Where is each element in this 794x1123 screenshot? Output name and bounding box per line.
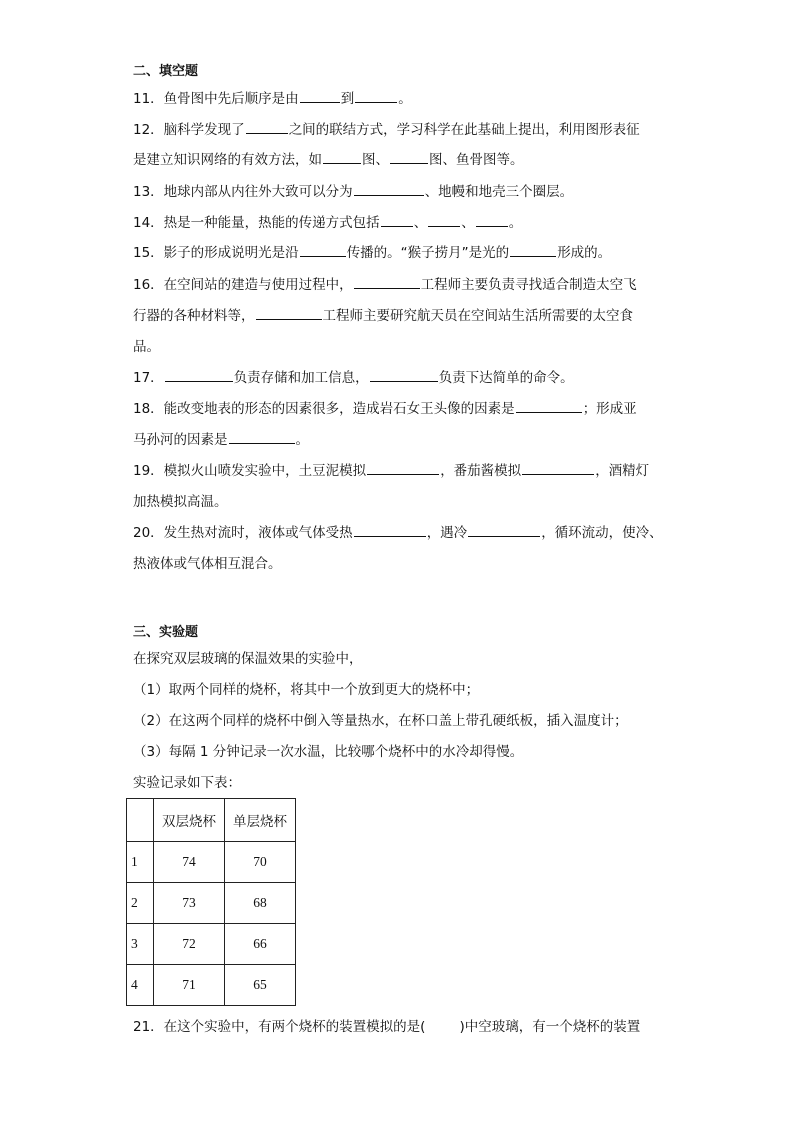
- question-16-line-3: [133, 337, 160, 357]
- q12-text-a: 12．脑科学发现了: [133, 122, 245, 138]
- question-16-line-2: [133, 306, 633, 326]
- q18-text-c: 马孙河的因素是: [133, 432, 228, 448]
- table-cell: 66: [225, 924, 296, 965]
- table-cell: 74: [154, 842, 225, 883]
- q19-text-d: 加热模拟高温。: [133, 494, 228, 510]
- q17-text-a: 17．: [133, 370, 164, 386]
- q17-text-b: 负责存储和加工信息，: [233, 370, 369, 386]
- table-header-cell: 双层烧杯: [154, 799, 225, 842]
- q16-text-c: 行器的各种材料等，: [133, 308, 255, 324]
- q16-text-e: 品。: [133, 339, 160, 355]
- answer-blank[interactable]: [354, 275, 420, 289]
- answer-blank[interactable]: [370, 368, 438, 382]
- question-20-line-1: [133, 523, 663, 543]
- answer-blank[interactable]: [354, 182, 424, 196]
- answer-blank[interactable]: [256, 306, 322, 320]
- question-16-line-1: [133, 275, 637, 295]
- question-19-line-1: [133, 461, 649, 481]
- q15-text-b: 传播的。“猴子捞月”是光的: [346, 245, 510, 261]
- answer-blank[interactable]: [468, 523, 540, 537]
- table-cell: 70: [225, 842, 296, 883]
- table-header-cell: [127, 799, 154, 842]
- answer-blank[interactable]: [428, 213, 460, 227]
- question-17: [133, 368, 574, 388]
- q12-text-d: 图、: [362, 152, 389, 168]
- q13-text-a: 13．地球内部从内往外大致可以分为: [133, 184, 353, 200]
- question-20-line-2: [133, 554, 282, 574]
- table-cell: 68: [225, 883, 296, 924]
- table-cell: 4: [127, 965, 154, 1006]
- question-12-line-1: [133, 120, 640, 140]
- q20-text-b: ，遇冷: [426, 525, 468, 541]
- table-cell: 72: [154, 924, 225, 965]
- table-cell: 3: [127, 924, 154, 965]
- q18-text-a: 18．能改变地表的形态的因素很多，造成岩石女王头像的因素是: [133, 401, 515, 417]
- q14-sep-2: 、: [461, 215, 475, 231]
- answer-blank[interactable]: [381, 213, 413, 227]
- table-row: [127, 924, 296, 965]
- q13-text-b: 、地幔和地壳三个圈层。: [424, 184, 574, 200]
- q17-text-c: 负责下达简单的命令。: [438, 370, 574, 386]
- table-header-row: [127, 799, 296, 842]
- q19-text-c: ，酒精灯: [595, 463, 650, 479]
- experiment-step-3: （3）每隔 1 分钟记录一次水温，比较哪个烧杯中的水冷却得慢。: [133, 744, 524, 760]
- answer-blank[interactable]: [300, 89, 340, 103]
- q16-text-b: 工程师主要负责寻找适合制造太空飞: [420, 277, 637, 293]
- table-cell: 1: [127, 842, 154, 883]
- q20-text-c: ，循环流动，使冷、: [541, 525, 663, 541]
- question-21: [133, 1017, 640, 1037]
- question-13: [133, 182, 573, 202]
- q14-sep-1: 、: [413, 215, 428, 231]
- q18-text-b: ；形成亚: [582, 401, 637, 417]
- answer-blank[interactable]: [229, 430, 295, 444]
- experiment-intro: 在探究双层玻璃的保温效果的实验中，: [133, 651, 363, 667]
- answer-blank[interactable]: [323, 150, 361, 164]
- q11-text-a: 11．鱼骨图中先后顺序是由: [133, 91, 299, 107]
- answer-blank[interactable]: [246, 120, 288, 134]
- experiment-step-2: （2）在这两个同样的烧杯中倒入等量热水，在杯口盖上带孔硬纸板，插入温度计；: [133, 713, 628, 729]
- answer-blank[interactable]: [516, 399, 582, 413]
- experiment-step-1: （1）取两个同样的烧杯，将其中一个放到更大的烧杯中；: [133, 682, 480, 698]
- answer-blank[interactable]: [476, 213, 508, 227]
- table-cell: 2: [127, 883, 154, 924]
- question-14: [133, 213, 522, 233]
- q11-text-b: 到: [340, 91, 355, 107]
- q21-text-b: )中空玻璃，有一个烧杯的装置: [459, 1019, 641, 1035]
- table-cell: 73: [154, 883, 225, 924]
- answer-blank[interactable]: [165, 368, 233, 382]
- table-caption: 实验记录如下表：: [133, 775, 241, 791]
- q12-text-c: 是建立知识网络的有效方法，如: [133, 152, 322, 168]
- question-18-line-2: [133, 430, 309, 450]
- table-cell: 65: [225, 965, 296, 1006]
- answer-blank[interactable]: [300, 243, 346, 257]
- section-3-heading: 三、实验题: [133, 625, 199, 640]
- question-18-line-1: [133, 399, 637, 419]
- q15-text-c: 形成的。: [557, 245, 612, 261]
- q12-text-e: 图、鱼骨图等。: [429, 152, 524, 168]
- experiment-record-table: [126, 798, 296, 1006]
- q14-end: 。: [508, 215, 523, 231]
- q14-text-a: 14．热是一种能量，热能的传递方式包括: [133, 215, 380, 231]
- table-header-cell: 单层烧杯: [225, 799, 296, 842]
- question-12-line-2: [133, 150, 524, 170]
- q18-text-d: 。: [295, 432, 309, 448]
- question-19-line-2: [133, 492, 228, 512]
- q21-text-a: 21．在这个实验中，有两个烧杯的装置模拟的是(: [133, 1019, 426, 1035]
- q16-text-a: 16．在空间站的建造与使用过程中，: [133, 277, 353, 293]
- answer-blank[interactable]: [522, 461, 594, 475]
- answer-blank[interactable]: [367, 461, 439, 475]
- table-row: [127, 842, 296, 883]
- question-15: [133, 243, 611, 263]
- section-2-heading: 二、填空题: [133, 64, 199, 79]
- table-row: [127, 965, 296, 1006]
- answer-blank[interactable]: [354, 523, 426, 537]
- table-cell: 71: [154, 965, 225, 1006]
- q19-text-b: ，番茄酱模拟: [440, 463, 522, 479]
- answer-blank[interactable]: [390, 150, 428, 164]
- question-11: [133, 89, 412, 109]
- q11-text-c: 。: [398, 91, 412, 107]
- answer-blank[interactable]: [510, 243, 556, 257]
- q15-text-a: 15．影子的形成说明光是沿: [133, 245, 299, 261]
- q20-text-a: 20．发生热对流时，液体或气体受热: [133, 525, 353, 541]
- answer-blank[interactable]: [355, 89, 397, 103]
- q12-text-b: 之间的联结方式，学习科学在此基础上提出，利用图形表征: [288, 122, 640, 138]
- q19-text-a: 19．模拟火山喷发实验中，土豆泥模拟: [133, 463, 367, 479]
- table-row: [127, 883, 296, 924]
- q16-text-d: 工程师主要研究航天员在空间站生活所需要的太空食: [322, 308, 633, 324]
- q20-text-d: 热液体或气体相互混合。: [133, 556, 282, 572]
